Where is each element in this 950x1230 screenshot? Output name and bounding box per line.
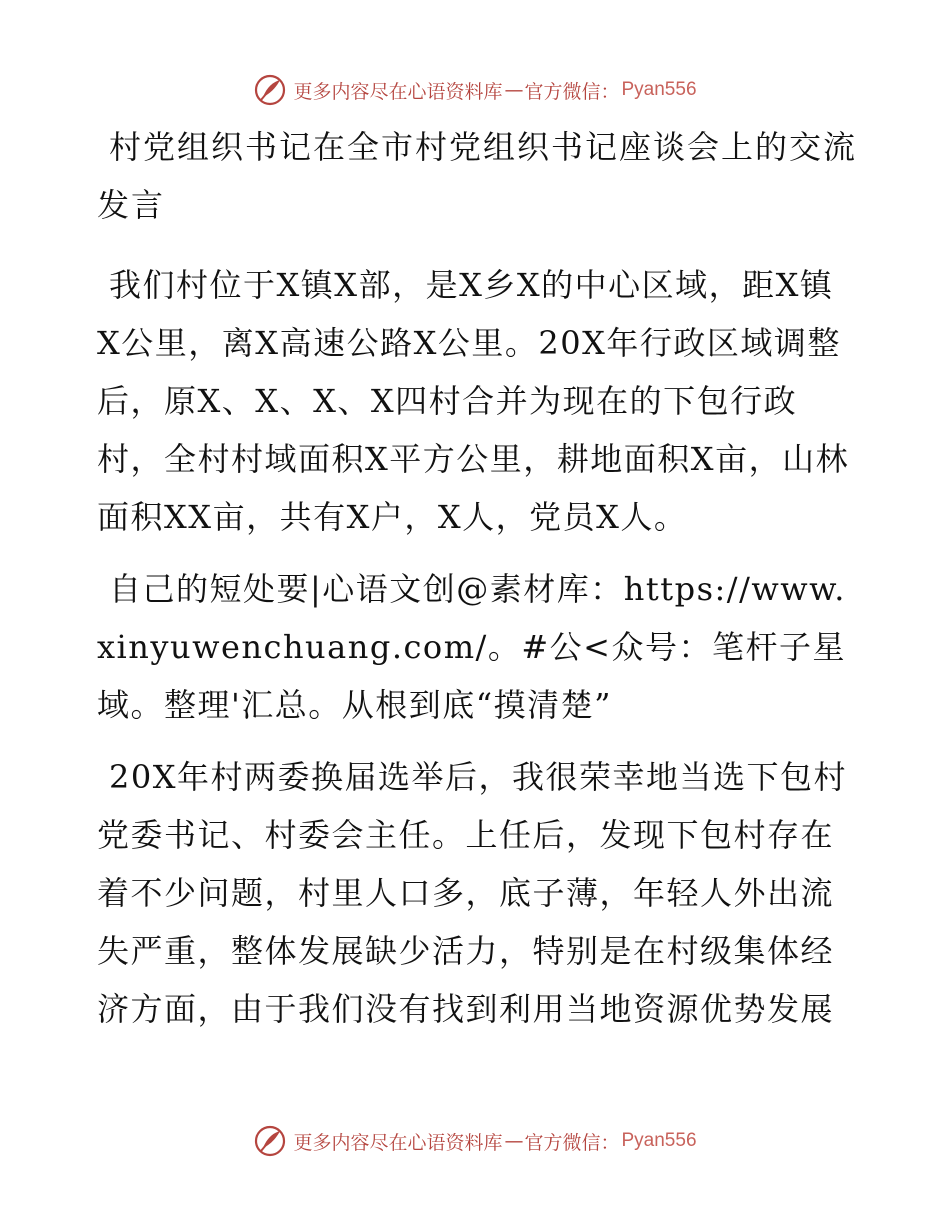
banner-separator: — [504, 79, 523, 101]
banner-separator: — [504, 1130, 523, 1152]
banner-prefix-text: 更多内容尽在心语资料库 [293, 80, 503, 103]
footer-watermark-banner [0, 1121, 950, 1161]
header-watermark-banner [0, 70, 950, 110]
quill-logo-icon [253, 1124, 287, 1158]
paragraph-3: 20X年村两委换届选举后，我很荣幸地当选下包村党委书记、村委会主任。上任后，发现下包村存在着不少问题，村里人口多，底子薄，年轻人外出流失严重，整体发展缺少活力，特别是在村级集体经济方面，由于我们没有找到利用当地资源优势发展 [97, 758, 848, 1028]
banner-prefix-text: 更多内容尽在心语资料库 [293, 1131, 503, 1154]
banner-label-text: 官方微信： [524, 80, 620, 103]
document-title: 村党组织书记在全市村党组织书记座谈会上的交流发言 [97, 128, 858, 224]
quill-logo-icon [253, 73, 287, 107]
paragraph-2: 自己的短处要|心语文创@素材库：https://www.xinyuwenchuang.com/。#公<众号：笔杆子星域。整理'汇总。从根到底“摸清楚” [97, 570, 846, 724]
banner-account-text: Pyan556 [621, 79, 697, 100]
banner-label-text: 官方微信： [524, 1131, 620, 1154]
paragraph-1: 我们村位于X镇X部，是X乡X的中心区域，距X镇X公里，离X高速公路X公里。20X年行政区域调整后，原X、X、X、X四村合并为现在的下包行政村，全村村域面积X平方公里，耕地面积X亩，山林面积XX亩，共有X户，X人，党员X人。 [97, 266, 850, 536]
document-body [97, 118, 857, 1052]
banner-account-text: Pyan556 [621, 1130, 697, 1151]
